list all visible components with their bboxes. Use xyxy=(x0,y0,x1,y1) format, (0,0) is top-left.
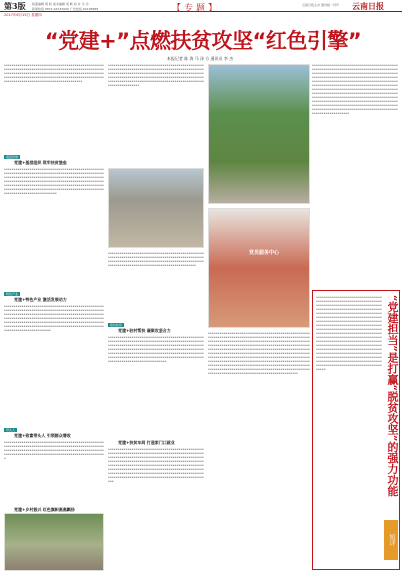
body-text-lines: ▪▪▪▪▪▪▪▪▪▪▪▪▪▪▪▪▪▪▪▪▪▪▪▪▪▪▪▪▪▪▪▪▪▪▪▪▪▪▪▪▪▪▪▪▪▪▪▪▪▪▪▪▪▪▪▪▪▪▪▪▪▪▪▪▪▪▪▪▪▪▪▪▪▪▪▪▪▪▪▪▪▪▪▪▪▪▪▪▪▪▪▪▪▪▪▪▪▪▪▪▪▪▪▪▪▪▪▪▪▪▪▪▪▪▪▪▪▪▪▪▪▪▪▪▪▪▪▪▪▪▪▪▪▪▪▪▪▪▪▪▪▪▪▪▪▪▪▪▪▪▪▪▪▪▪▪▪▪▪▪▪▪▪▪▪▪▪▪▪▪▪▪▪▪▪▪▪▪▪▪▪▪▪▪▪▪▪▪▪▪▪▪▪▪▪▪▪▪▪▪▪▪▪▪▪▪▪▪▪▪▪▪▪▪▪▪▪▪▪▪▪▪▪▪▪▪▪▪▪▪▪▪▪▪▪▪▪▪▪▪▪▪▪▪ xyxy=(4,64,104,83)
article-headline: “党建+”点燃扶贫攻坚“红色引擎” xyxy=(44,29,362,53)
commentary-title: “党建担当”是打赢“脱贫攻坚”的强力功能 xyxy=(386,295,399,497)
body-text-lines: ▪▪▪▪▪▪▪▪▪▪▪▪▪▪▪▪▪▪▪▪▪▪▪▪▪▪▪▪▪▪▪▪▪▪▪▪▪▪▪▪▪▪▪▪▪▪▪▪▪▪▪▪▪▪▪▪▪▪▪▪▪▪▪▪▪▪▪▪▪▪▪▪▪▪▪▪▪▪▪▪▪▪▪▪▪▪▪▪▪▪▪▪▪▪▪▪▪▪▪▪▪▪▪▪▪▪▪▪▪▪▪▪▪▪▪▪▪▪▪▪▪▪▪▪▪▪▪▪▪▪▪▪▪▪▪▪▪▪▪▪▪▪▪▪▪▪▪▪▪▪▪▪▪▪▪▪▪▪▪▪▪▪▪▪▪▪▪▪▪▪▪▪▪▪▪▪▪▪▪▪▪▪▪▪▪▪▪▪▪▪▪▪▪▪▪▪▪▪▪▪▪▪▪▪▪ xyxy=(4,441,104,460)
body-text-lines: ▪▪▪▪▪▪▪▪▪▪▪▪▪▪▪▪▪▪▪▪▪▪▪▪▪▪▪▪▪▪▪▪▪▪▪▪▪▪▪▪▪▪▪▪▪▪▪▪▪▪▪▪▪▪▪▪▪▪▪▪▪▪▪▪▪▪▪▪▪▪▪▪▪▪▪▪▪▪▪▪▪▪▪▪▪▪▪▪▪▪▪▪▪▪▪▪▪▪▪▪▪▪▪▪▪▪▪▪▪▪▪▪▪▪▪▪▪▪▪▪▪▪▪▪▪▪▪▪▪▪▪▪▪▪▪▪▪▪▪▪▪▪▪▪▪▪▪▪▪▪▪▪▪▪▪▪▪▪▪▪▪▪▪▪▪▪▪▪▪▪▪▪▪▪▪▪▪▪▪▪▪▪▪▪▪▪▪▪▪▪▪▪▪▪▪▪▪▪▪▪▪▪▪▪▪▪▪▪▪▪▪▪▪▪▪▪▪▪▪▪▪▪▪▪▪▪▪▪▪▪▪▪▪▪▪▪▪▪▪▪▪▪▪▪▪▪▪▪▪▪▪▪▪▪▪▪▪▪▪▪▪▪▪▪▪▪▪▪▪▪▪▪▪▪▪▪▪▪▪▪▪▪▪▪▪▪▪▪▪▪▪▪▪▪▪▪▪▪▪▪▪▪▪▪▪▪▪▪▪▪▪▪▪▪▪▪▪▪▪▪▪▪▪▪▪▪▪▪▪▪▪▪▪ xyxy=(4,168,104,195)
body-text-lines: ▪▪▪▪▪▪▪▪▪▪▪▪▪▪▪▪▪▪▪▪▪▪▪▪▪▪▪▪▪▪▪▪▪▪▪▪▪▪▪▪▪▪▪▪▪▪▪▪▪▪▪▪▪▪▪▪▪▪▪▪▪▪▪▪▪▪▪▪▪▪▪▪▪▪▪▪▪▪▪▪▪▪▪▪▪▪▪▪▪▪▪▪▪▪▪▪▪▪▪▪▪▪▪▪▪▪▪▪▪▪▪▪▪▪▪▪▪▪▪▪▪▪▪▪▪▪▪▪▪▪▪▪▪▪▪▪▪▪▪▪▪▪▪▪▪▪▪▪▪▪▪▪▪▪▪▪▪▪▪▪▪▪▪▪▪▪▪▪▪▪▪▪▪▪▪▪▪▪▪▪▪▪▪▪▪▪▪▪▪▪▪▪▪▪▪▪▪▪▪▪▪▪▪▪▪▪▪▪▪▪▪▪▪▪▪▪▪▪▪▪▪▪▪▪▪▪▪▪▪▪▪▪▪▪▪▪▪▪▪▪▪▪▪▪▪▪▪▪▪▪▪▪▪▪▪▪▪▪▪▪▪▪▪▪▪▪▪▪▪▪▪▪▪▪▪▪▪▪▪▪▪▪▪▪▪▪▪▪▪▪▪▪▪▪▪▪▪▪▪▪▪▪▪▪▪▪▪▪▪▪▪▪▪▪▪▪▪▪▪▪▪▪▪▪▪▪▪▪▪▪ xyxy=(4,305,104,332)
body-text-lines: ▪▪▪▪▪▪▪▪▪▪▪▪▪▪▪▪▪▪▪▪▪▪▪▪▪▪▪▪▪▪▪▪▪▪▪▪▪▪▪▪▪▪▪▪▪▪▪▪▪▪▪▪▪▪▪▪▪▪▪▪▪▪▪▪▪▪▪▪▪▪▪▪▪▪▪▪▪▪▪▪▪▪▪▪▪▪▪▪▪▪▪▪▪▪▪▪▪▪▪▪▪▪▪▪▪▪▪▪▪▪▪▪▪▪▪▪▪▪▪▪▪▪▪▪▪▪▪▪▪▪▪▪▪▪▪▪▪▪▪▪▪▪▪▪▪▪▪▪▪▪▪▪▪▪▪▪▪▪▪▪▪▪▪▪▪▪▪▪▪▪▪▪▪▪▪▪▪▪▪▪▪▪▪▪▪▪▪▪▪▪▪▪▪▪▪▪▪▪▪▪▪▪▪▪▪▪▪▪▪▪▪▪▪▪▪▪▪▪▪▪▪▪▪▪▪▪▪▪▪▪▪▪▪▪▪▪▪▪▪▪▪▪▪▪▪▪▪▪▪▪▪▪▪▪▪▪▪▪▪▪▪▪▪▪▪▪▪▪▪▪▪▪▪▪▪▪▪▪▪▪▪▪▪▪▪▪▪▪▪▪▪▪▪▪▪▪▪▪▪▪▪▪▪▪▪▪▪▪▪▪▪▪▪▪▪▪▪▪▪▪▪▪▪▪▪▪▪▪▪▪▪▪▪▪▪▪▪▪▪▪▪▪▪▪▪▪▪▪▪▪▪▪▪▪▪▪▪▪▪▪▪▪▪▪▪▪▪▪▪▪▪▪▪▪▪▪▪▪▪▪▪▪▪▪▪▪▪▪▪▪▪▪▪▪▪ xyxy=(108,448,204,483)
text-column xyxy=(208,332,310,572)
text-column xyxy=(108,336,204,436)
article-byline: 本报记者 陈 海 马 泽 方 通讯员 李 杰 xyxy=(166,56,234,61)
village-road-photo xyxy=(4,513,104,571)
village-scene-photo xyxy=(108,168,204,248)
body-text-lines: ▪▪▪▪▪▪▪▪▪▪▪▪▪▪▪▪▪▪▪▪▪▪▪▪▪▪▪▪▪▪▪▪▪▪▪▪▪▪▪▪▪▪▪▪▪▪▪▪▪▪▪▪▪▪▪▪▪▪▪▪▪▪▪▪▪▪▪▪▪▪▪▪▪▪▪▪▪▪▪▪▪▪▪▪▪▪▪▪▪▪▪▪▪▪▪▪▪▪▪▪▪▪▪▪▪▪▪▪▪▪▪▪▪▪▪▪▪▪▪▪▪▪▪▪▪▪▪▪▪▪▪▪▪▪▪▪▪▪▪▪▪▪▪▪▪▪▪▪▪▪▪▪▪▪▪▪▪▪▪▪▪▪▪▪▪▪▪▪▪▪▪▪▪▪▪▪▪▪▪▪▪▪▪▪▪▪▪▪▪▪▪▪▪▪▪▪▪▪▪▪▪▪▪▪▪▪▪▪▪▪▪▪▪▪▪▪▪▪▪▪▪▪▪▪▪▪▪▪▪▪▪▪▪▪▪▪▪▪▪▪▪▪▪▪▪▪▪▪▪▪▪▪▪▪▪▪▪▪▪▪▪ xyxy=(108,64,204,87)
section-tag: 带头人 xyxy=(6,428,16,432)
text-column xyxy=(312,64,398,286)
text-column xyxy=(108,64,204,164)
editor-credits: 版面编辑 胡 杨 美术编辑 刘 畅 校 对 马 玲 xyxy=(32,2,89,6)
text-column xyxy=(4,441,104,503)
body-text-lines: ▪▪▪▪▪▪▪▪▪▪▪▪▪▪▪▪▪▪▪▪▪▪▪▪▪▪▪▪▪▪▪▪▪▪▪▪▪▪▪▪▪▪▪▪▪▪▪▪▪▪▪▪▪▪▪▪▪▪▪▪▪▪▪▪▪▪▪▪▪▪▪▪▪▪▪▪▪▪▪▪▪▪▪▪▪▪▪▪▪▪▪▪▪▪▪▪▪▪▪▪▪▪▪▪▪▪▪▪▪▪▪▪▪▪▪▪▪▪▪▪▪▪▪▪▪▪▪▪▪▪▪▪▪▪▪▪▪▪▪▪▪▪▪▪▪▪▪▪▪▪▪▪▪▪▪▪▪▪▪▪▪▪▪▪▪▪▪▪▪▪▪▪▪▪▪▪▪▪▪▪▪▪▪▪▪▪▪▪▪▪▪▪▪▪▪▪▪▪▪▪▪▪▪▪▪▪▪▪▪▪▪▪▪▪▪▪▪▪▪▪▪▪▪▪▪▪▪▪▪▪▪▪▪▪▪▪▪▪▪▪▪▪▪▪▪▪▪▪▪▪▪▪▪▪▪▪▪▪▪▪▪▪▪▪▪▪▪▪▪▪▪▪▪▪▪▪▪▪▪▪▪▪▪▪▪▪▪▪▪▪▪▪▪▪▪▪▪▪▪▪▪▪▪▪▪▪▪▪▪▪▪▪▪▪▪▪▪▪▪▪▪▪▪▪▪▪▪▪▪▪▪▪▪▪▪▪▪▪▪▪▪▪▪▪▪▪▪▪▪▪▪▪▪▪▪▪▪▪▪▪▪▪▪▪▪▪▪▪▪▪▪▪▪▪▪▪▪▪▪▪▪▪▪▪▪▪▪▪▪▪▪▪▪▪▪▪▪▪▪▪▪▪▪▪▪▪▪▪▪▪▪▪▪▪▪▪▪▪▪▪▪▪▪▪▪▪▪▪▪▪▪▪▪▪▪▪▪▪▪▪▪▪▪▪▪▪▪▪▪▪▪▪▪▪▪▪▪▪▪▪▪▪▪▪▪▪▪▪▪▪▪▪▪▪▪▪▪▪▪▪▪▪▪▪▪▪▪▪▪▪▪▪▪▪▪▪▪▪▪▪▪▪▪▪▪▪▪▪▪▪▪▪▪▪▪▪▪▪▪▪▪▪▪▪▪▪▪▪▪▪▪▪▪▪▪▪▪▪▪▪▪▪▪▪▪▪▪▪▪▪▪▪▪▪▪▪▪▪▪▪▪▪▪▪▪▪ xyxy=(208,332,310,375)
subheading: 党建+乡村振兴 红色旗帜高高飘扬 xyxy=(14,507,75,512)
subheading: 党建+驻村帮扶 凝聚攻坚合力 xyxy=(118,328,171,333)
section-tag: 特色产业 xyxy=(6,292,19,296)
section-tag: 基层党建 xyxy=(6,155,19,159)
subheading: 党建+扶贫车间 打造家门口就业 xyxy=(118,440,175,445)
commentary-tag: 短评 xyxy=(384,520,398,560)
text-column xyxy=(4,305,104,423)
publisher-meta: 云南日报主办 国内统一刊号 xyxy=(302,3,339,7)
section-label: 【专题】 xyxy=(172,4,221,14)
contact-line: 新闻热线 0871-64133000 广告热线 64195888 xyxy=(32,7,99,11)
subheading: 党建+基层组织 筑牢扶贫堡垒 xyxy=(14,160,67,165)
subheading: 党建+特色产业 激活发展动力 xyxy=(14,297,67,302)
commentary-text xyxy=(316,296,382,566)
greenhouse-photo xyxy=(208,64,310,204)
text-column xyxy=(4,168,104,288)
body-text-lines: ▪▪▪▪▪▪▪▪▪▪▪▪▪▪▪▪▪▪▪▪▪▪▪▪▪▪▪▪▪▪▪▪▪▪▪▪▪▪▪▪▪▪▪▪▪▪▪▪▪▪▪▪▪▪▪▪▪▪▪▪▪▪▪▪▪▪▪▪▪▪▪▪▪▪▪▪▪▪▪▪▪▪▪▪▪▪▪▪▪▪▪▪▪▪▪▪▪▪▪▪▪▪▪▪▪▪▪▪▪▪▪▪▪▪▪▪▪▪▪▪▪▪▪▪▪▪▪▪▪▪▪▪▪▪▪▪▪▪▪▪▪▪▪▪▪▪▪▪▪▪▪▪▪▪▪▪▪▪▪▪▪▪▪▪▪▪▪▪▪▪▪▪▪▪▪▪▪▪▪▪▪▪▪▪▪▪▪▪▪▪▪▪▪▪▪▪▪▪▪▪▪▪▪▪▪▪▪▪▪▪▪▪▪▪▪▪▪▪▪▪▪▪▪▪▪▪▪▪▪▪▪▪▪▪▪▪▪▪▪▪▪▪▪▪▪▪▪▪▪▪▪▪▪▪▪▪▪▪▪▪▪▪▪▪▪▪▪▪▪▪▪▪▪▪▪▪▪▪▪▪▪▪▪▪▪▪▪▪▪▪▪▪▪▪▪▪▪▪▪▪▪▪▪▪▪▪▪▪▪▪▪▪▪▪▪▪▪▪▪▪▪▪▪▪▪▪▪▪▪▪▪▪▪▪▪▪▪▪▪▪▪▪▪▪▪▪▪▪▪▪▪▪▪▪▪▪▪▪▪▪▪▪▪▪▪▪▪▪▪▪▪▪▪▪▪▪▪▪▪▪▪▪▪▪▪▪▪▪▪▪▪▪▪▪▪▪▪▪▪▪▪▪▪▪▪▪▪▪▪▪▪▪▪▪▪▪▪▪▪▪▪▪▪▪▪▪▪▪▪▪▪▪▪▪▪▪▪▪▪▪▪▪▪▪▪▪▪▪▪▪▪▪▪▪▪▪▪▪▪▪▪▪▪▪▪▪▪▪▪▪▪▪▪▪▪▪▪▪▪▪▪▪▪▪▪▪▪▪▪▪▪▪▪▪▪▪▪▪▪▪▪▪▪▪▪▪▪▪▪▪▪▪▪▪▪▪▪▪▪▪▪▪▪▪▪▪▪▪▪▪▪▪▪▪▪▪▪▪▪▪▪▪▪▪▪▪▪▪▪▪▪▪▪▪▪▪▪▪▪▪▪▪▪▪▪▪▪▪▪▪▪▪▪▪▪▪▪▪▪▪▪▪▪▪▪▪▪▪▪▪▪▪▪▪▪▪▪▪▪ xyxy=(316,296,382,371)
page-number: 第3版 xyxy=(4,1,26,11)
body-text-lines: ▪▪▪▪▪▪▪▪▪▪▪▪▪▪▪▪▪▪▪▪▪▪▪▪▪▪▪▪▪▪▪▪▪▪▪▪▪▪▪▪▪▪▪▪▪▪▪▪▪▪▪▪▪▪▪▪▪▪▪▪▪▪▪▪▪▪▪▪▪▪▪▪▪▪▪▪▪▪▪▪▪▪▪▪▪▪▪▪▪▪▪▪▪▪▪▪▪▪▪▪▪▪▪▪▪▪▪▪▪▪▪▪▪▪▪▪▪▪▪▪▪▪▪▪▪▪▪▪▪▪▪▪▪▪▪▪▪▪▪▪▪▪▪▪▪▪▪▪▪▪▪▪▪▪▪▪▪▪▪▪▪▪▪▪▪▪▪▪▪▪▪▪▪▪▪▪▪▪▪▪▪▪▪▪▪▪▪▪▪▪▪▪▪▪▪▪▪▪▪▪▪▪▪▪▪▪▪▪▪▪▪▪▪▪▪▪▪▪▪▪▪▪▪▪▪▪▪▪▪▪▪▪▪▪▪▪▪▪▪▪▪▪▪▪▪▪▪▪▪▪▪▪▪▪▪▪▪▪▪▪▪▪▪▪▪▪▪▪▪▪▪▪▪▪▪▪▪▪▪▪▪▪▪▪▪▪▪▪▪▪▪▪▪▪▪▪▪▪▪▪▪▪▪▪▪▪▪▪▪▪▪▪▪▪▪▪▪▪▪▪▪▪▪▪ xyxy=(108,336,204,363)
text-column xyxy=(108,448,204,572)
text-column xyxy=(108,252,204,322)
newspaper-masthead: 云南日报 xyxy=(352,1,384,11)
photo-sign-text: 党员服务中心 xyxy=(249,250,280,256)
party-service-center-photo xyxy=(208,208,310,328)
subheading: 党建+致富带头人 引领群众增收 xyxy=(14,433,71,438)
body-text-lines: ▪▪▪▪▪▪▪▪▪▪▪▪▪▪▪▪▪▪▪▪▪▪▪▪▪▪▪▪▪▪▪▪▪▪▪▪▪▪▪▪▪▪▪▪▪▪▪▪▪▪▪▪▪▪▪▪▪▪▪▪▪▪▪▪▪▪▪▪▪▪▪▪▪▪▪▪▪▪▪▪▪▪▪▪▪▪▪▪▪▪▪▪▪▪▪▪▪▪▪▪▪▪▪▪▪▪▪▪▪▪▪▪▪▪▪▪▪▪▪▪▪▪▪▪▪▪▪▪▪▪▪▪▪▪▪▪▪▪▪▪▪▪▪▪▪▪▪▪▪▪▪▪▪▪▪▪▪▪▪▪▪▪▪▪▪▪▪▪▪▪▪▪▪▪▪▪▪▪▪▪▪▪▪▪▪▪▪▪▪▪▪▪ xyxy=(108,252,204,267)
text-column xyxy=(4,64,104,152)
body-text-lines: ▪▪▪▪▪▪▪▪▪▪▪▪▪▪▪▪▪▪▪▪▪▪▪▪▪▪▪▪▪▪▪▪▪▪▪▪▪▪▪▪▪▪▪▪▪▪▪▪▪▪▪▪▪▪▪▪▪▪▪▪▪▪▪▪▪▪▪▪▪▪▪▪▪▪▪▪▪▪▪▪▪▪▪▪▪▪▪▪▪▪▪▪▪▪▪▪▪▪▪▪▪▪▪▪▪▪▪▪▪▪▪▪▪▪▪▪▪▪▪▪▪▪▪▪▪▪▪▪▪▪▪▪▪▪▪▪▪▪▪▪▪▪▪▪▪▪▪▪▪▪▪▪▪▪▪▪▪▪▪▪▪▪▪▪▪▪▪▪▪▪▪▪▪▪▪▪▪▪▪▪▪▪▪▪▪▪▪▪▪▪▪▪▪▪▪▪▪▪▪▪▪▪▪▪▪▪▪▪▪▪▪▪▪▪▪▪▪▪▪▪▪▪▪▪▪▪▪▪▪▪▪▪▪▪▪▪▪▪▪▪▪▪▪▪▪▪▪▪▪▪▪▪▪▪▪▪▪▪▪▪▪▪▪▪▪▪▪▪▪▪▪▪▪▪▪▪▪▪▪▪▪▪▪▪▪▪▪▪▪▪▪▪▪▪▪▪▪▪▪▪▪▪▪▪▪▪▪▪▪▪▪▪▪▪▪▪▪▪▪▪▪▪▪▪▪▪▪▪▪▪▪▪▪▪▪▪▪▪▪▪▪▪▪▪▪▪▪▪▪▪▪▪▪▪▪▪▪▪▪▪▪▪▪▪▪▪▪▪▪▪▪▪▪▪▪▪▪▪▪▪▪▪▪▪▪▪▪▪▪▪▪▪▪▪▪▪▪▪▪▪▪▪▪▪▪▪▪▪▪▪▪▪▪▪▪▪▪▪▪▪▪▪▪▪▪▪▪▪▪▪▪▪▪▪▪▪▪▪▪▪▪▪▪▪▪▪▪▪▪▪▪▪▪▪▪▪▪▪▪▪▪▪▪▪▪▪▪▪▪▪▪▪▪▪▪▪▪▪▪▪▪▪▪▪▪▪▪▪▪▪▪▪▪▪▪▪▪▪▪▪▪▪▪▪▪▪▪▪▪▪▪▪▪▪▪▪▪▪▪▪▪▪▪▪▪▪▪▪▪▪▪▪▪▪▪ xyxy=(312,64,398,115)
issue-date: 2017年6月15日 星期四 xyxy=(4,13,42,17)
section-tag: 驻村扶贫 xyxy=(110,323,123,327)
